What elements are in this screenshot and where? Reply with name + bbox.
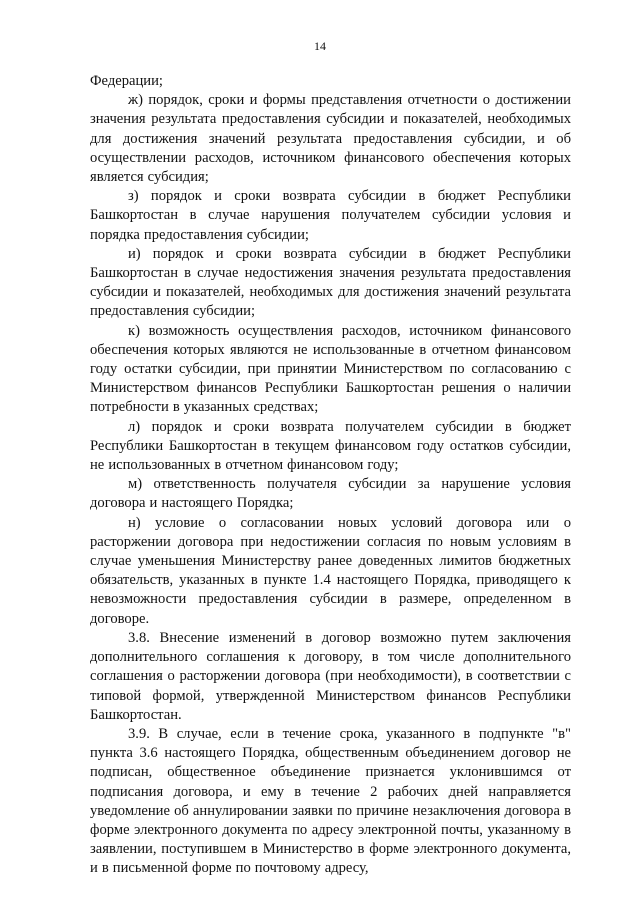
paragraph: и) порядок и сроки возврата субсидии в бюджет Республики Башкортостан в случае недостижения значения результата предоставления субсидии и показателей, необходимых для достижения значений результата предоставления субсидии; (90, 245, 571, 320)
paragraph: к) возможность осуществления расходов, источником финансового обеспечения которых являются не использованные в отчетном финансовом году остатки субсидии, при принятии Министерством по согласованию с Министерством финансов Республики Башкортостан решения о наличии потребности в указанных средствах; (90, 322, 571, 416)
body-text (90, 72, 571, 879)
paragraph: м) ответственность получателя субсидии за нарушение условия договора и настоящего Порядка; (90, 476, 571, 512)
page-number: 14 (314, 39, 326, 53)
paragraph: 3.8. Внесение изменений в договор возможно путем заключения дополнительного соглашения к договору, в том числе дополнительного соглашения о расторжении договора (при необходимости), в соответствии с типовой формой, утвержденной Министерством финансов Республики Башкортостан. (90, 629, 571, 723)
paragraph: н) условие о согласовании новых условий договора или о расторжении договора при недостижении согласия по новым условиям в случае уменьшения Министерству ранее доведенных лимитов бюджетных обязательств, указанных в пункте 1.4 настоящего Порядка, приводящего к невозможности предоставления субсидии в размере, определенном в договоре. (90, 514, 571, 627)
paragraph: з) порядок и сроки возврата субсидии в бюджет Республики Башкортостан в случае нарушения получателем субсидии условия и порядка предоставления субсидии; (90, 188, 571, 243)
paragraph: Федерации; (90, 73, 163, 89)
paragraph: л) порядок и сроки возврата получателем субсидии в бюджет Республики Башкортостан в текущем финансовом году остатков субсидии, не использованных в отчетном финансовом году; (90, 418, 571, 474)
paragraph: ж) порядок, сроки и формы представления отчетности о достижении значения результата предоставления субсидии и показателей, необходимых для достижения значений результата предоставления субсидии, и об осуществлении расходов, источником финансового обеспечения которых является субсидия; (90, 92, 571, 186)
paragraph: 3.9. В случае, если в течение срока, указанного в подпункте "в" пункта 3.6 настоящего Порядка, общественным объединением договор не подписан, общественное объединение признается уклонившимся от подписания договора, и ему в течение 2 рабочих дней направляется уведомление об аннулировании заявки по причине незаключения договора в форме электронного документа по адресу электронной почты, указанному в заявлении, поступившем в Министерство в форме электронного документа, и в письменной форме по почтовому адресу, (90, 725, 571, 877)
